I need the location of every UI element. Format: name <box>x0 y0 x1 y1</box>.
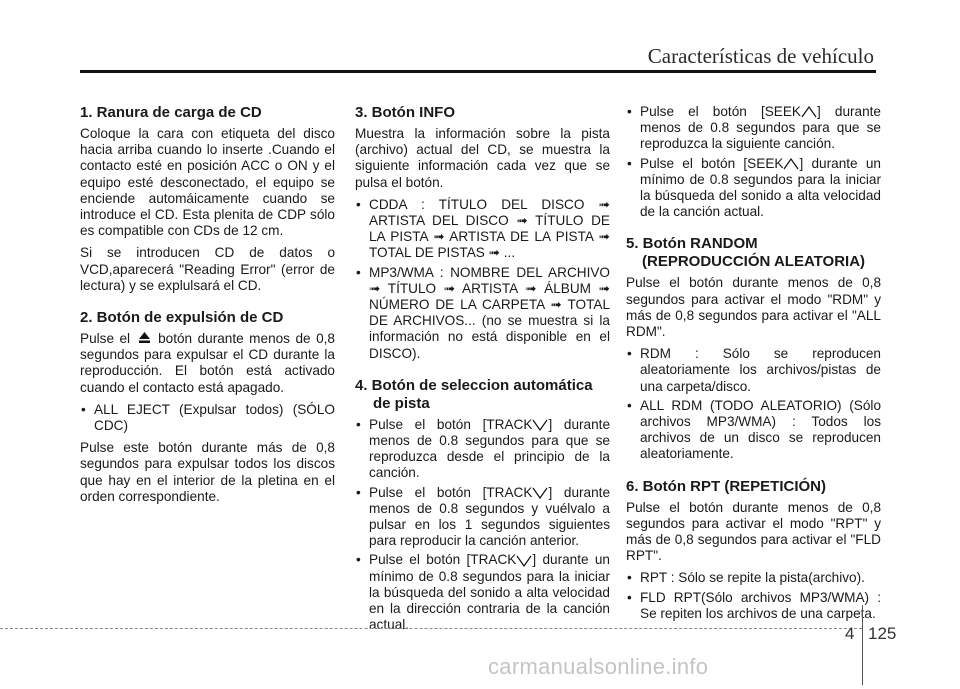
list-item <box>355 552 610 633</box>
chevron-up-icon <box>801 106 817 118</box>
watermark: carmanualsonline.info <box>488 654 709 679</box>
text-fragment: Pulse el botón [SEEK <box>640 104 801 119</box>
list-item <box>355 417 610 482</box>
chevron-up-icon <box>783 158 799 170</box>
column-1 <box>80 104 335 511</box>
list-item: • ALL RDM (TODO ALEATORIO) (Sólo archivos MP3/WMA) : Todos los archivos de un disco se reproducen aleatoriamente. <box>626 398 881 463</box>
chapter-title: Características de vehículo <box>647 44 874 68</box>
text-fragment: Pulse el botón [TRACK <box>369 552 517 568</box>
list-item <box>626 156 881 221</box>
list-item: • MP3/WMA : NOMBRE DEL ARCHIVO ➟ TÍTULO ➟ ARTISTA ➟ ÁLBUM ➟ NÚMERO DE LA CARPETA ➟ TOTAL DE ARCHIVOS... (no se muestra si la información no está disponible en el DISCO). <box>355 265 610 362</box>
text-fragment: Pulse el <box>80 331 131 347</box>
text-fragment: ] durante un mínimo de 0.8 segundos para la iniciar la búsqueda del sonido a alta velocidad de la canción actual. <box>640 155 881 220</box>
heading-line: 5. Botón RANDOM <box>626 235 758 253</box>
footer-rule <box>0 628 862 629</box>
list-item: • ALL EJECT (Expulsar todos) (SÓLO CDC) <box>80 402 335 434</box>
text-fragment: Pulse el botón [TRACK <box>369 484 533 500</box>
list-item <box>355 485 610 550</box>
text-fragment: ] durante menos de 0.8 segundos para que se reproduzca la siguiente canción. <box>640 104 881 152</box>
chevron-down-icon <box>532 419 548 431</box>
column-3 <box>626 104 881 628</box>
section-heading-track: 4. Botón de seleccion automática de pista <box>355 376 593 412</box>
header-rule <box>80 70 876 73</box>
paragraph: Muestra la información sobre la pista (archivo) actual del CD, se muestra la siguiente información cada vez que se pulsa el botón. <box>355 126 610 190</box>
section-heading-rpt: 6. Botón RPT (REPETICIÓN) <box>626 477 826 495</box>
section-heading-info: 3. Botón INFO <box>355 104 455 121</box>
bullet-list <box>355 197 610 362</box>
list-item: • RDM : Sólo se reproducen aleatoriamente los archivos/pistas de una carpeta/disco. <box>626 346 881 395</box>
bullet-list <box>355 417 610 634</box>
paragraph: Coloque la cara con etiqueta del disco hacia arriba cuando lo inserte .Cuando el contacto esté en posición ACC o ON y el equipo esté desconectado, el equipo se enciende automáicamente cuando se introduce el CD. Esta plenita de CDP sólo es compatible con CDs de 12 cm. <box>80 126 335 239</box>
bullet-list <box>80 402 335 434</box>
chevron-down-icon <box>516 555 532 567</box>
text-fragment: Pulse el botón [SEEK <box>640 155 784 171</box>
chapter-number: 4 <box>845 624 855 643</box>
paragraph: Pulse el botón durante menos de 0,8 segundos para activar el modo "RDM" y más de 0,8 segundos para activar el "ALL RDM". <box>626 275 881 340</box>
bullet-list <box>626 346 881 462</box>
chevron-down-icon <box>532 487 548 499</box>
bullet-list <box>626 570 881 622</box>
heading-line: (REPRODUCCIÓN ALEATORIA) <box>642 253 866 271</box>
text-fragment: ] durante menos de 0.8 segundos y vuélvalo a pulsar en los 1 segundos siguientes para reproducir la canción anterior. <box>369 484 610 549</box>
eject-icon <box>138 331 151 344</box>
paragraph: Si se introducen CD de datos o VCD,aparecerá "Reading Error" (error de lectura) y se explulsará el CD. <box>80 245 335 293</box>
text-fragment: Pulse el botón [TRACK <box>369 416 533 432</box>
section-heading-eject: 2. Botón de expulsión de CD <box>80 309 284 327</box>
bullet-list <box>626 104 881 220</box>
section-heading-cd-slot: 1. Ranura de carga de CD <box>80 104 262 121</box>
section-heading-random <box>626 235 881 271</box>
list-item <box>626 104 881 153</box>
text-fragment: ] durante menos de 0.8 segundos para que se reproduzca desde el principio de la canción. <box>369 416 610 481</box>
column-2 <box>355 104 610 639</box>
text-fragment: botón durante menos de 0,8 segundos para expulsar el CD durante la reproducción. El botón está activado cuando el contacto está apagado. <box>80 331 335 395</box>
list-item: • FLD RPT(Sólo archivos MP3/WMA) : Se repiten los archivos de una carpeta. <box>626 590 881 622</box>
page-tick <box>862 605 863 685</box>
paragraph <box>80 331 335 396</box>
paragraph: Pulse el botón durante menos de 0,8 segundos para activar el modo "RPT" y más de 0,8 segundos para activar el "FLD RPT". <box>626 499 881 564</box>
paragraph: Pulse este botón durante más de 0,8 segundos para expulsar todos los discos que hay en el interior de la pletina en el orden correspondiente. <box>80 440 335 504</box>
list-item: • RPT : Sólo se repite la pista(archivo). <box>626 570 881 586</box>
text-fragment: ] durante un mínimo de 0.8 segundos para la iniciar la búsqueda del sonido a alta velocidad en la dirección contraria de la canción actual. <box>369 552 610 633</box>
list-item: • CDDA : TÍTULO DEL DISCO ➟ ARTISTA DEL DISCO ➟ TÍTULO DE LA PISTA ➟ ARTISTA DE LA PISTA ➟ TOTAL DE PISTAS ➟ ... <box>355 197 610 262</box>
page-number: 125 <box>868 624 897 643</box>
